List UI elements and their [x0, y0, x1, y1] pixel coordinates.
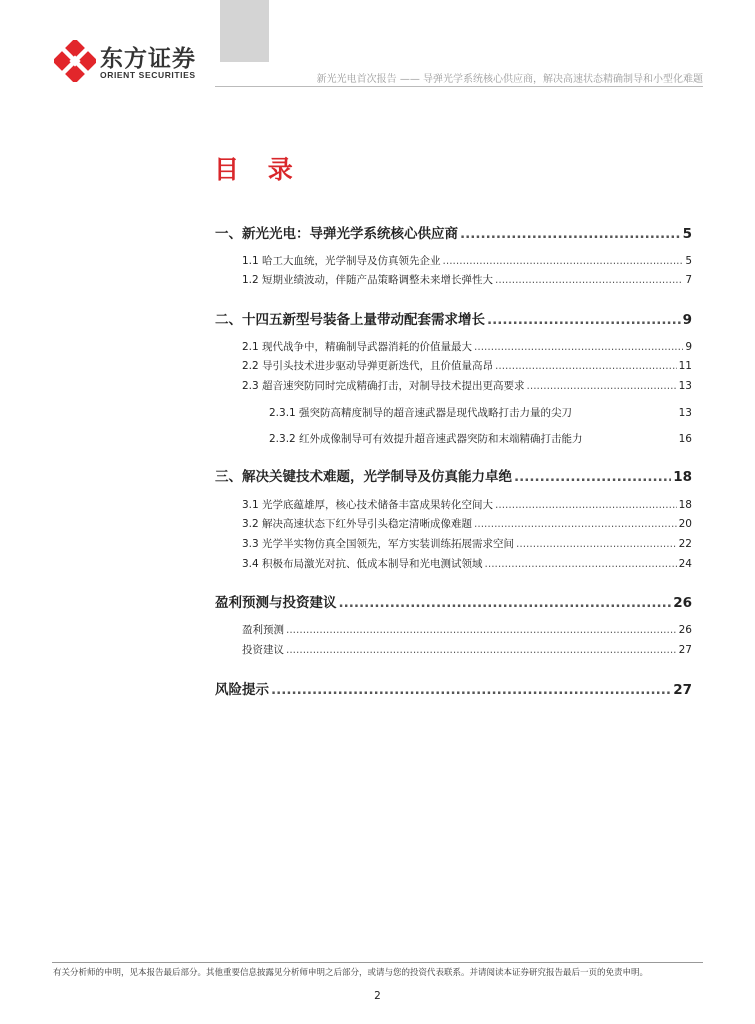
toc-entry-page: 9	[685, 341, 692, 353]
toc-entry-page: 18	[673, 469, 692, 485]
toc-leader-dots	[516, 538, 677, 550]
footer-divider	[52, 962, 703, 963]
toc-entry-text: 3.3 光学半实物仿真全国领先，军方实装训练拓展需求空间	[242, 538, 515, 550]
toc-leader-dots	[460, 226, 681, 242]
toc-entry-page: 26	[678, 624, 692, 636]
toc-entry-2-3[interactable]	[242, 378, 692, 393]
toc-entry-text: 1.2 短期业绩波动，伴随产品策略调整未来增长弹性大	[242, 274, 494, 286]
toc-entry-text: 3.1 光学底蕴雄厚，核心技术储备丰富成果转化空间大	[242, 499, 494, 511]
toc-entry-page: 22	[678, 538, 692, 550]
toc-entry-text: 2.3 超音速突防同时完成精确打击，对制导技术提出更高要求	[242, 380, 525, 392]
toc-leader-dots	[495, 499, 677, 511]
page-number: 2	[374, 990, 381, 1002]
toc-entry-text: 1.1 哈工大血统，光学制导及仿真领先企业	[242, 255, 441, 267]
toc-entry-page: 26	[673, 595, 692, 611]
brand-name-en: ORIENT SECURITIES	[100, 70, 196, 80]
toc-leader-dots	[271, 682, 671, 698]
toc-leader-dots	[286, 644, 677, 656]
toc-entry-page: 11	[678, 360, 692, 372]
toc-entry-1-2[interactable]	[242, 272, 692, 287]
toc-entry-3-1[interactable]	[242, 497, 692, 512]
toc-leader-dots	[474, 518, 677, 530]
toc-entry-text: 投资建议	[242, 644, 284, 656]
orient-securities-logo-icon	[54, 40, 96, 82]
toc-entry-text: 盈利预测	[242, 624, 284, 636]
toc-entry-page: 27	[678, 644, 692, 656]
toc-entry-forecast[interactable]	[242, 622, 692, 637]
toc-leader-dots	[474, 341, 683, 353]
toc-entry-advice[interactable]	[242, 642, 692, 657]
toc-entry-1-1[interactable]	[242, 253, 692, 268]
toc-entry-page: 13	[678, 407, 692, 419]
toc-entry-text: 3.2 解决高速状态下红外导引头稳定清晰成像难题	[242, 518, 473, 530]
toc-entry-3-4[interactable]	[242, 556, 692, 571]
toc-entry-text: 3.4 积极布局激光对抗、低成本制导和光电测试领域	[242, 558, 483, 570]
toc-entry-section-1[interactable]	[215, 222, 692, 242]
toc-entry-page: 13	[678, 380, 692, 392]
toc-entry-section-2[interactable]	[215, 308, 692, 328]
toc-entry-3-2[interactable]	[242, 516, 692, 531]
toc-entry-section-3[interactable]	[215, 465, 692, 485]
toc-entry-3-3[interactable]	[242, 536, 692, 551]
toc-entry-text: 三、解决关键技术难题，光学制导及仿真能力卓绝	[215, 469, 512, 485]
toc-entry-page: 5	[685, 255, 692, 267]
toc-entry-risk[interactable]	[215, 678, 692, 698]
toc-entry-2-3-1[interactable]	[269, 405, 692, 420]
footer-disclaimer: 有关分析师的申明，见本报告最后部分。其他重要信息披露见分析师申明之后部分，或请与您的投资代表联系。并请阅读本证券研究报告最后一页的免责申明。	[53, 968, 649, 978]
toc-entry-2-1[interactable]	[242, 339, 692, 354]
toc-entry-text: 2.2 导引头技术进步驱动导弹更新迭代，且价值量高昂	[242, 360, 494, 372]
toc-leader-dots	[514, 469, 671, 485]
header-gray-bar	[220, 0, 269, 62]
toc-entry-text: 2.1 现代战争中，精确制导武器消耗的价值量最大	[242, 341, 473, 353]
toc-leader-dots	[487, 312, 681, 328]
toc-entry-page: 20	[678, 518, 692, 530]
brand-name-cn: 东方证券	[100, 46, 196, 72]
toc-leader-dots	[339, 595, 672, 611]
header-divider	[215, 86, 703, 87]
toc-entry-forecast-advice[interactable]	[215, 591, 692, 611]
toc-entry-page: 18	[678, 499, 692, 511]
toc-leader-dots	[286, 624, 677, 636]
report-header-line: 新光光电首次报告 —— 导弹光学系统核心供应商，解决高速状态精确制导和小型化难题	[316, 74, 703, 85]
toc-leader-dots	[443, 255, 684, 267]
toc-entry-text: 2.3.1 强突防高精度制导的超音速武器是现代战略打击力量的尖刀	[269, 407, 573, 419]
toc-entry-text: 盈利预测与投资建议	[215, 595, 337, 611]
toc-entry-page: 5	[682, 226, 692, 242]
toc-entry-page: 27	[673, 682, 692, 698]
toc-leader-dots	[485, 558, 677, 570]
toc-leader-dots	[495, 274, 683, 286]
toc-title: 目 录	[214, 155, 303, 184]
toc-leader-dots	[527, 380, 677, 392]
toc-entry-page: 7	[685, 274, 692, 286]
toc-entry-text: 一、新光光电：导弹光学系统核心供应商	[215, 226, 458, 242]
toc-entry-text: 2.3.2 红外成像制导可有效提升超音速武器突防和末端精确打击能力	[269, 433, 583, 445]
toc-entry-2-2[interactable]	[242, 358, 692, 373]
toc-entry-text: 二、十四五新型号装备上量带动配套需求增长	[215, 312, 485, 328]
toc-entry-text: 风险提示	[215, 682, 269, 698]
toc-entry-2-3-2[interactable]	[269, 431, 692, 446]
toc-entry-page: 9	[682, 312, 692, 328]
toc-entry-page: 16	[678, 433, 692, 445]
toc-entry-page: 24	[678, 558, 692, 570]
toc-leader-dots	[495, 360, 677, 372]
